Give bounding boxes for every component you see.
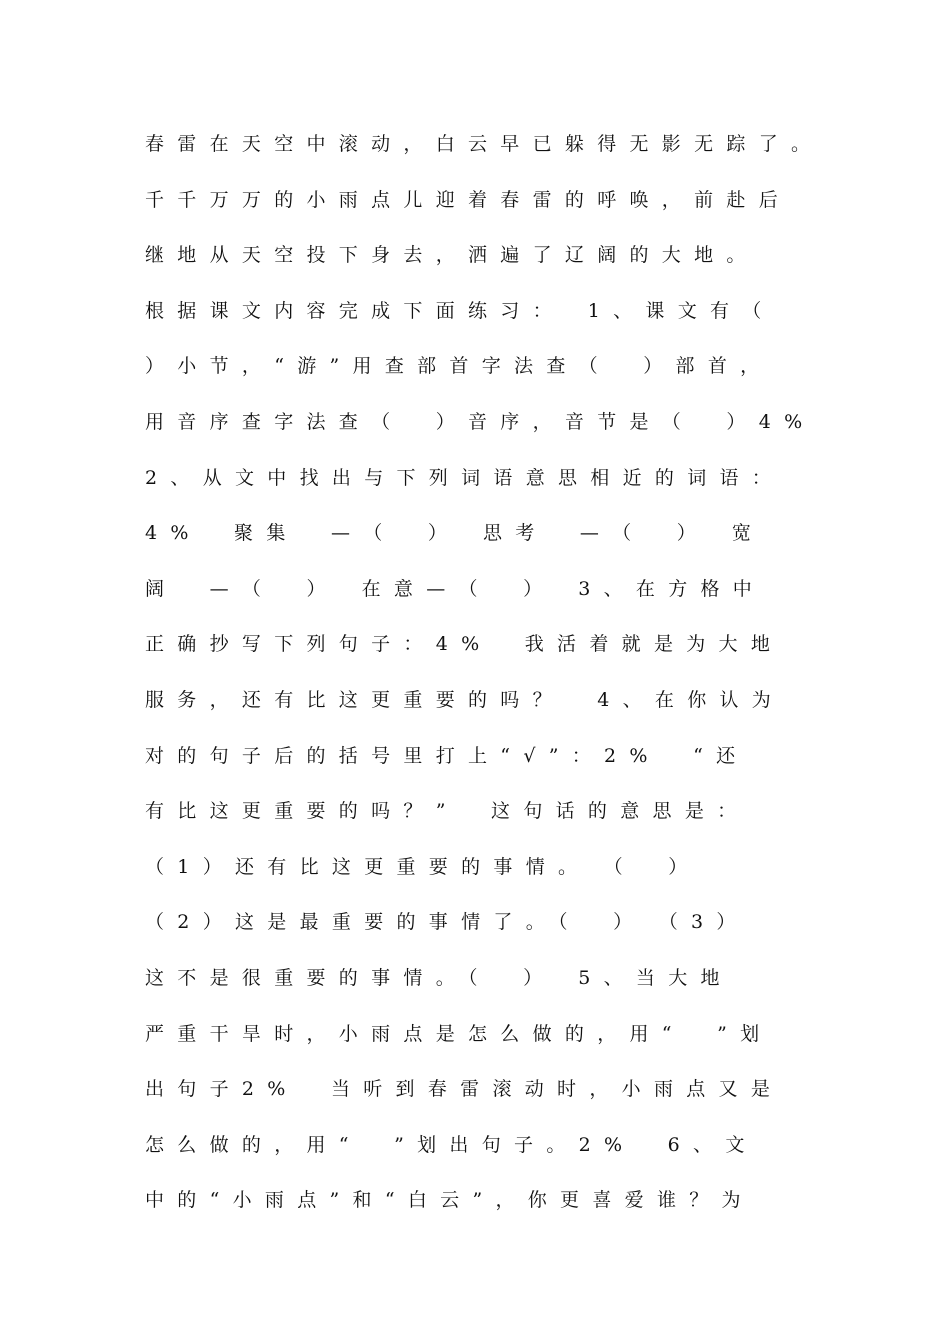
text-line: 有比这更重要的吗？” 这句话的意思是： [145, 800, 750, 823]
text-line: 这不是很重要的事情。（ ） 5、当大地 [145, 966, 733, 989]
text-line: 4% 聚集 —（ ） 思考 —（ ） 宽 [145, 522, 765, 545]
text-line: 千千万万的小雨点儿迎着春雷的呼唤，前赴后 [145, 188, 792, 211]
text-line: 严重干旱时，小雨点是怎么做的，用“ ”划 [145, 1022, 773, 1045]
text-line: 正确抄写下列句子：4% 我活着就是为大地 [145, 633, 784, 656]
text-line: ）小节，“游”用查部首字法查（ ）部首， [145, 355, 773, 378]
text-line: （1）还有比这更重要的事情。 （ ） [145, 855, 701, 878]
text-line: 怎么做的，用“ ”划出句子。2% 6、文 [145, 1133, 758, 1156]
exercise-text-block [145, 126, 835, 1238]
text-line: 根据课文内容完成下面练习： 1、课文有（ [145, 299, 775, 322]
text-line: 2、从文中找出与下列词语意思相近的词语： [145, 466, 785, 489]
text-line: 继地从天空投下身去，洒遍了辽阔的大地。 [145, 244, 759, 267]
text-line: 阔 —（ ） 在意—（ ） 3、在方格中 [145, 577, 766, 600]
text-line: 出句子2% 当听到春雷滚动时，小雨点又是 [145, 1078, 784, 1101]
text-line: 春雷在天空中滚动，白云早已躲得无影无踪了。 [145, 133, 824, 155]
text-line: 用音序查字法查（ ）音序，音节是（ ）4% [145, 410, 816, 433]
text-line: 中的“小雨点”和“白云”，你更喜爱谁？为 [145, 1189, 754, 1212]
text-line: 对的句子后的括号里打上“√”：2% “还 [145, 744, 749, 767]
text-line: 服务，还有比这更重要的吗？ 4、在你认为 [145, 688, 785, 711]
text-line: （2）这是最重要的事情了。（ ） （3） [145, 911, 749, 934]
